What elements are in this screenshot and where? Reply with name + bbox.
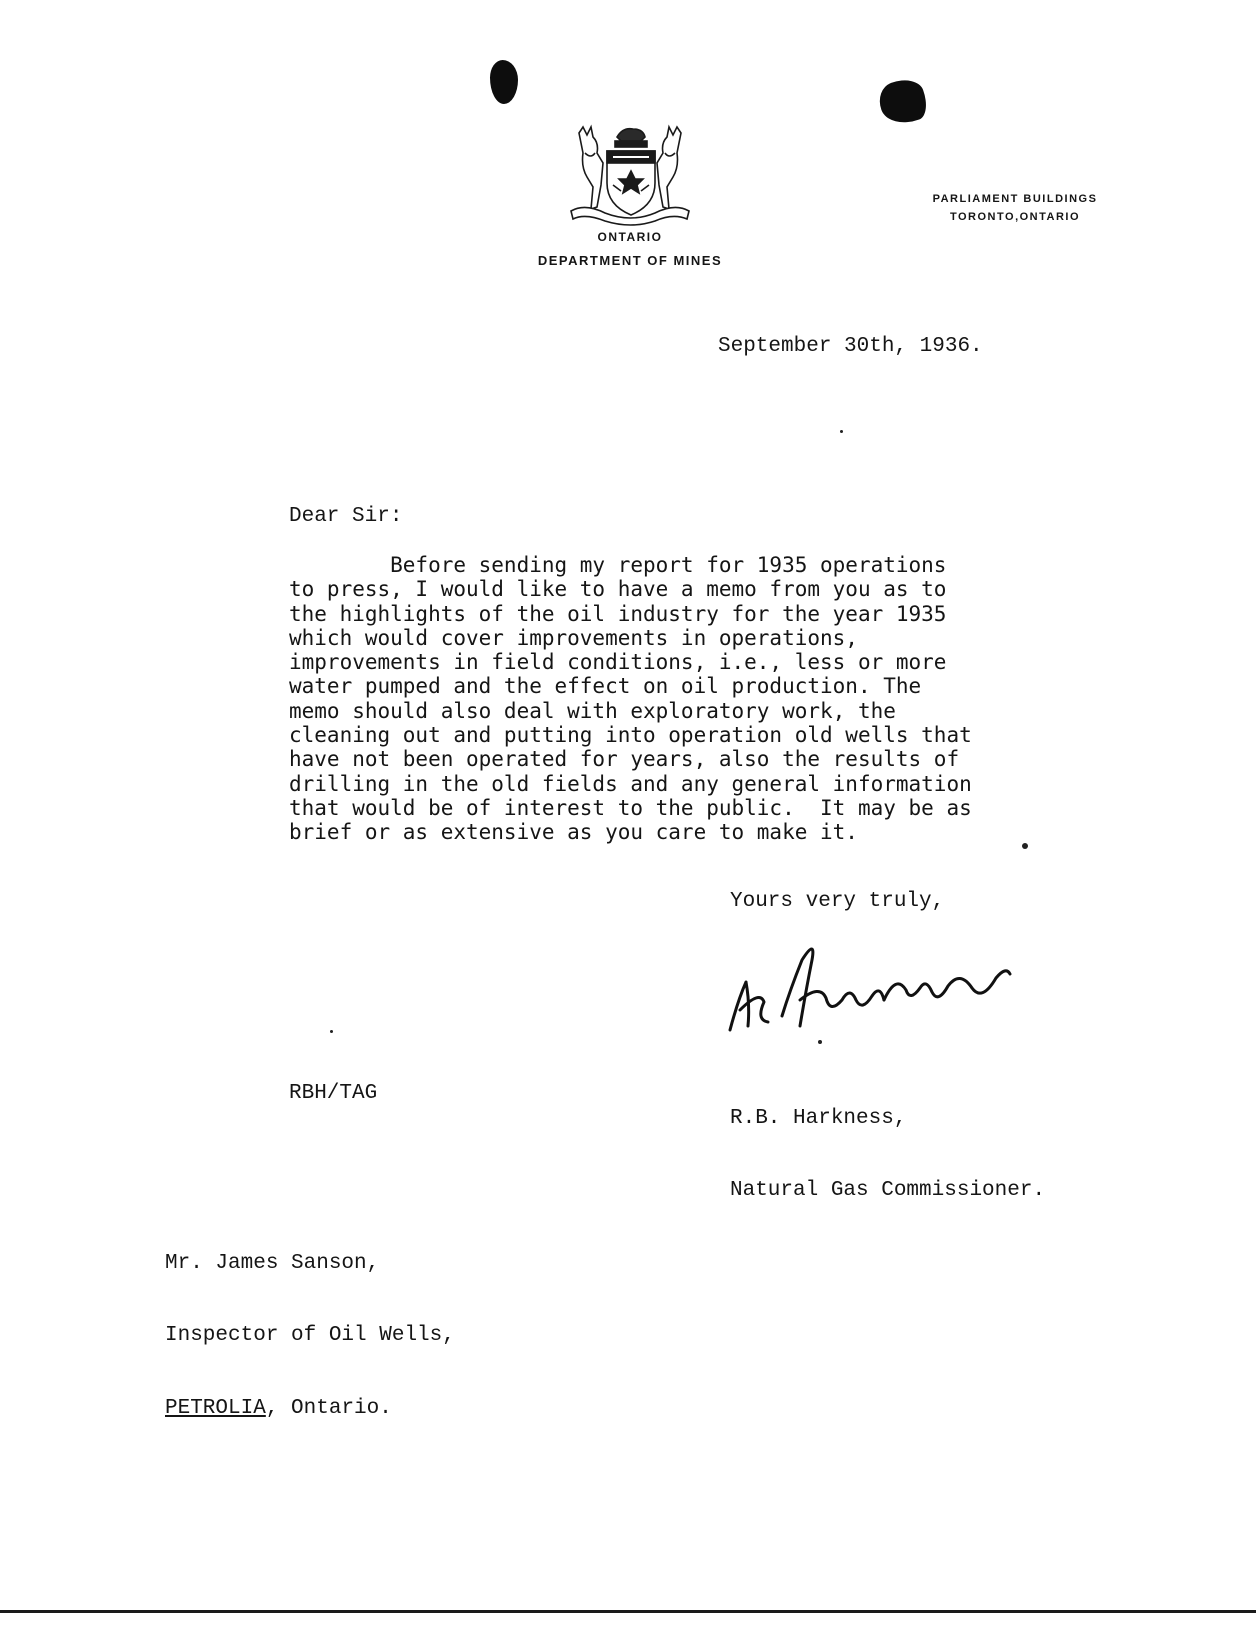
- ink-blot-left: [490, 60, 518, 104]
- recipient-province: , Ontario.: [265, 1397, 392, 1421]
- letterhead-department: DEPARTMENT OF MINES: [537, 253, 723, 268]
- letterhead-address: [900, 190, 1130, 226]
- letter-salutation: Dear Sir:: [289, 505, 403, 528]
- paper-speck: [1022, 843, 1028, 849]
- paper-speck: [840, 430, 843, 433]
- letter-closing: Yours very truly,: [730, 890, 945, 913]
- letter-body: Before sending my report for 1935 operations to press, I would like to have a memo from you as to the highlights of the oil industry for the year 1935 which would cover improvements in operations, improvements in field conditions, i.e., less or more water pumped and the effect on oil production. The memo should also deal with exploratory work, the cleaning out and putting into operation old wells that have not been operated for years, also the results of drilling in the old fields and any general information that would be of interest to the public. It may be as brief or as extensive as you care to make it.: [289, 553, 972, 845]
- signer-block: [730, 1058, 1045, 1228]
- paper-speck: [330, 1030, 333, 1033]
- recipient-location: [165, 1397, 455, 1421]
- handwritten-signature-icon: [720, 930, 1040, 1050]
- signer-name: R.B. Harkness,: [730, 1106, 907, 1130]
- letterhead-province: ONTARIO: [597, 230, 663, 244]
- address-line-2: TORONTO,ONTARIO: [949, 211, 1081, 223]
- recipient-city: PETROLIA: [165, 1397, 266, 1421]
- recipient-name: Mr. James Sanson,: [165, 1251, 380, 1275]
- recipient-address: [165, 1203, 455, 1446]
- letter-date: September 30th, 1936.: [718, 335, 983, 358]
- bottom-edge-rule: [0, 1610, 1256, 1613]
- signer-title: Natural Gas Commissioner.: [730, 1179, 1046, 1203]
- address-line-1: PARLIAMENT BUILDINGS: [932, 193, 1098, 205]
- ink-blot-right: [874, 73, 932, 130]
- reference-initials: RBH/TAG: [289, 1082, 378, 1105]
- recipient-title: Inspector of Oil Wells,: [165, 1324, 455, 1348]
- ontario-coat-of-arms-icon: [565, 123, 695, 231]
